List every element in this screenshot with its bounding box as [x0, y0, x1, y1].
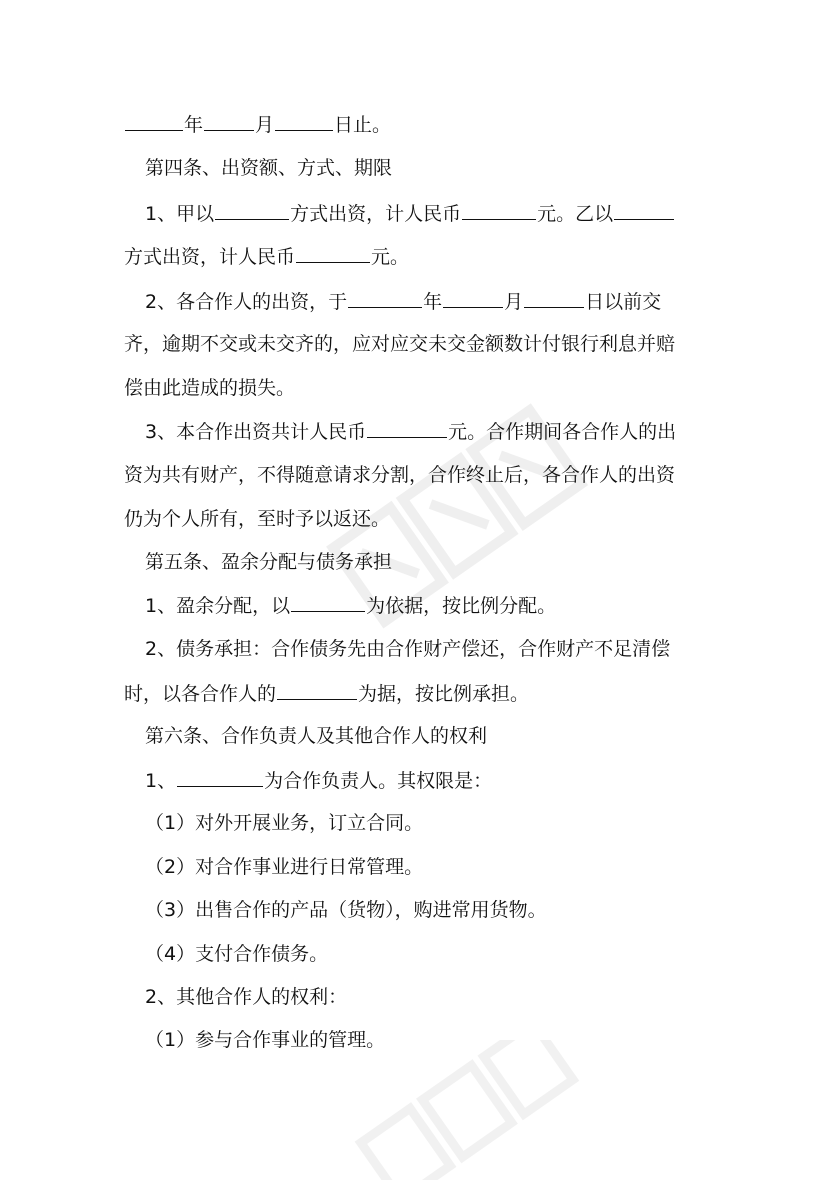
clause-4-1-line2: 方式出资，计人民币 元。: [124, 243, 830, 270]
clause-4-3-line3: 仍为个人所有，至时予以返还。: [124, 508, 391, 530]
date-end-line: 年 月 日止。: [124, 111, 830, 138]
clause-4-2-line2: 齐，逾期不交或未交齐的，应对应交未交金额数计付银行利息并赔: [124, 333, 676, 355]
clause-4-3-line1: 3、本合作出资共计人民币 元。合作期间各合作人的出: [145, 418, 830, 445]
article-4-heading: 第四条、出资额、方式、期限: [145, 157, 393, 179]
authority-item-2: （2）对合作事业进行日常管理。: [145, 856, 424, 878]
article-5-heading: 第五条、盈余分配与债务承担: [145, 551, 393, 573]
rights-item-1: （1）参与合作事业的管理。: [145, 1029, 386, 1051]
article-6-heading: 第六条、合作负责人及其他合作人的权利: [145, 725, 488, 747]
total-capital-blank[interactable]: [367, 418, 447, 438]
clause-4-1-line1: 1、甲以 方式出资，计人民币 元。乙以: [145, 200, 830, 227]
deadline-year-blank[interactable]: [348, 288, 422, 308]
day-blank[interactable]: [275, 111, 333, 131]
clause-5-1: 1、盈余分配，以 为依据，按比例分配。: [145, 592, 830, 619]
deadline-day-blank[interactable]: [524, 288, 584, 308]
party-a-amount-blank[interactable]: [462, 200, 536, 220]
clause-4-2-line1: 2、各合作人的出资，于 年 月 日以前交: [145, 288, 830, 315]
authority-item-4: （4）支付合作债务。: [145, 943, 329, 965]
month-blank[interactable]: [204, 111, 254, 131]
deadline-month-blank[interactable]: [443, 288, 503, 308]
clause-5-2-line2: 时，以各合作人的 为据，按比例承担。: [124, 680, 830, 707]
party-b-method-blank[interactable]: [614, 200, 674, 220]
watermark-graphic-bottom: [320, 1040, 600, 1180]
clause-4-3-line2: 资为共有财产，不得随意请求分割，合作终止后，各合作人的出资: [124, 464, 676, 486]
clause-6-2-heading: 2、其他合作人的权利：: [145, 986, 348, 1008]
clause-6-1: 1、 为合作负责人。其权限是：: [145, 767, 830, 794]
party-a-method-blank[interactable]: [215, 200, 289, 220]
authority-item-1: （1）对外开展业务，订立合同。: [145, 812, 424, 834]
profit-basis-blank[interactable]: [291, 592, 365, 612]
authority-item-3: （3）出售合作的产品（货物），购进常用货物。: [145, 899, 547, 921]
clause-4-2-line3: 偿由此造成的损失。: [124, 377, 296, 399]
year-blank[interactable]: [125, 111, 183, 131]
manager-name-blank[interactable]: [177, 767, 263, 787]
debt-basis-blank[interactable]: [277, 680, 357, 700]
clause-5-2-line1: 2、债务承担：合作债务先由合作财产偿还，合作财产不足清偿: [145, 638, 671, 660]
party-b-amount-blank[interactable]: [296, 243, 370, 263]
